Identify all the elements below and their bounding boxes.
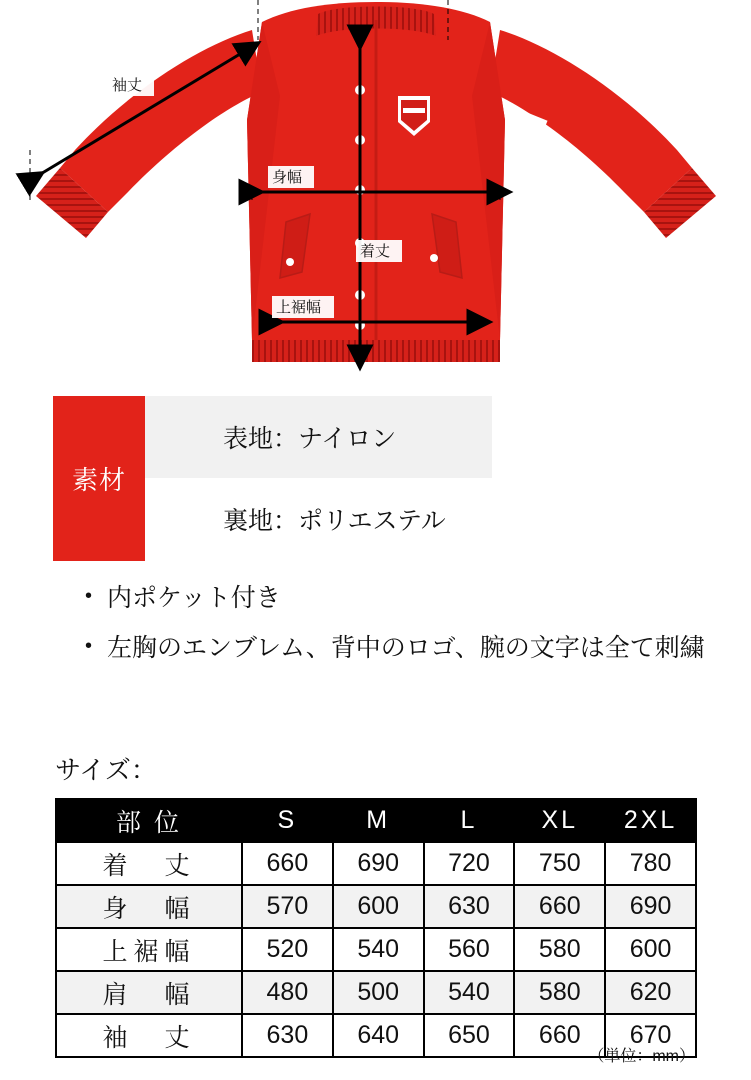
- cell-value: 600: [605, 928, 696, 971]
- cell-value: 520: [242, 928, 333, 971]
- cell-value: 620: [605, 971, 696, 1014]
- material-row-lining: 裏地：ポリエステル: [223, 507, 446, 535]
- table-header-row: [56, 799, 696, 842]
- cell-value: 480: [242, 971, 333, 1014]
- cell-value: 780: [605, 842, 696, 885]
- column-header-2xl: 2XL: [605, 799, 696, 842]
- cell-value: 540: [333, 928, 424, 971]
- table-row: [56, 971, 696, 1014]
- hem-width-label: 上裾幅: [276, 299, 322, 316]
- table-row: [56, 885, 696, 928]
- table-row: [56, 928, 696, 971]
- cell-value: 560: [424, 928, 515, 971]
- cell-value: 600: [333, 885, 424, 928]
- material-row-outer: 表地：ナイロン: [145, 396, 492, 478]
- cell-value: 540: [424, 971, 515, 1014]
- cell-value: 640: [333, 1014, 424, 1057]
- jacket-diagram: [0, 0, 751, 380]
- length-label: 着丈: [360, 243, 391, 260]
- row-label: 上裾幅: [56, 928, 242, 971]
- cell-value: 660: [514, 1014, 605, 1057]
- row-label: 着 丈: [56, 842, 242, 885]
- row-label: 袖 丈: [56, 1014, 242, 1057]
- bullet-dot-icon: •: [85, 635, 93, 658]
- cell-value: 580: [514, 971, 605, 1014]
- unit-note: （単位：mm）: [588, 1048, 695, 1065]
- cell-value: 650: [424, 1014, 515, 1057]
- material-rows: [145, 396, 693, 561]
- cell-value: 630: [424, 885, 515, 928]
- cell-value: 660: [242, 842, 333, 885]
- size-table-wrapper: [55, 798, 695, 1058]
- list-item-label: 左胸のエンブレム、背中のロゴ、腕の文字は全て刺繍: [107, 634, 705, 663]
- sleeve-length-label: 袖丈: [112, 77, 143, 94]
- row-label: 身 幅: [56, 885, 242, 928]
- size-heading: サイズ：: [55, 755, 157, 785]
- cell-value: 580: [514, 928, 605, 971]
- cell-value: 570: [242, 885, 333, 928]
- list-item-label: 内ポケット付き: [107, 584, 281, 612]
- column-header-xl: XL: [514, 799, 605, 842]
- material-tag: 素材: [53, 396, 145, 561]
- cell-value: 750: [514, 842, 605, 885]
- cell-value: 690: [333, 842, 424, 885]
- list-item: [85, 580, 725, 616]
- cell-value: 690: [605, 885, 696, 928]
- cell-value: 670: [605, 1014, 696, 1057]
- column-header-m: M: [333, 799, 424, 842]
- column-header-part: 部 位: [56, 799, 242, 842]
- jacket-body: [36, 2, 716, 362]
- table-row: [56, 842, 696, 885]
- body-width-label: 身幅: [272, 169, 303, 186]
- feature-list: [85, 580, 725, 681]
- cell-value: 500: [333, 971, 424, 1014]
- cell-value: 630: [242, 1014, 333, 1057]
- cell-value: 720: [424, 842, 515, 885]
- size-table: [55, 798, 697, 1058]
- column-header-s: S: [242, 799, 333, 842]
- cell-value: 660: [514, 885, 605, 928]
- bullet-dot-icon: •: [85, 585, 93, 607]
- material-block: [53, 396, 693, 561]
- column-header-l: L: [424, 799, 515, 842]
- row-label: 肩 幅: [56, 971, 242, 1014]
- list-item: [85, 630, 725, 666]
